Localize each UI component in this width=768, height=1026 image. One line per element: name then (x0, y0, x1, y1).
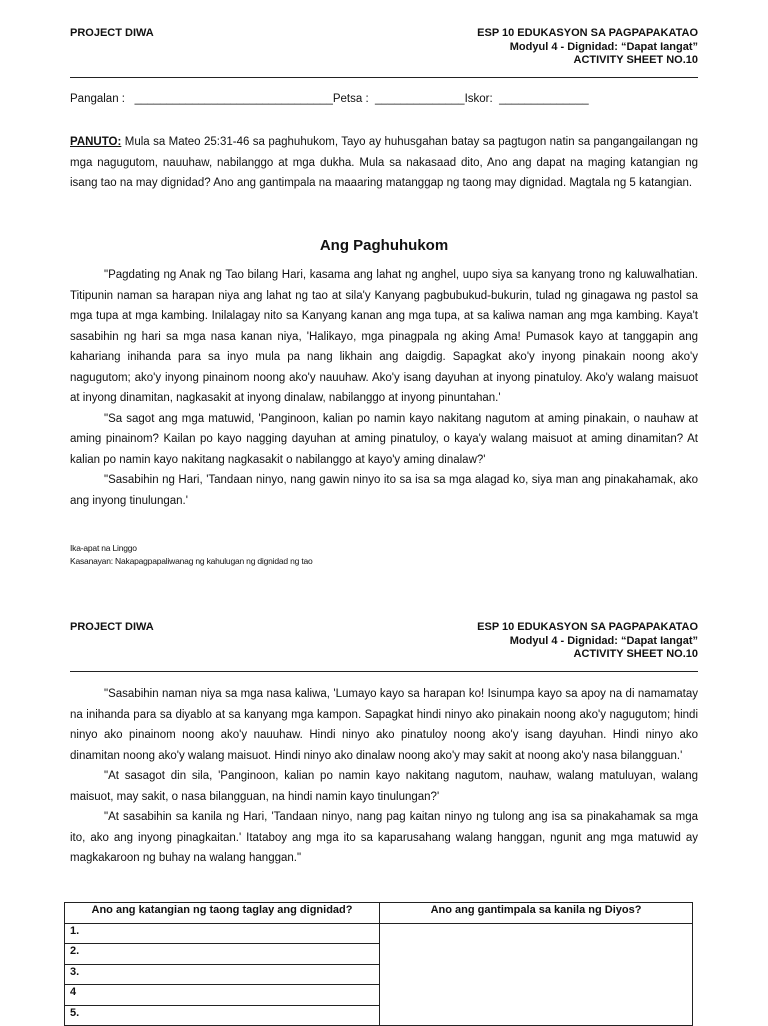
passage-paragraph: "At sasabihin sa kanila ng Hari, 'Tandaan ninyo, nang pag kaitan ninyo ng tulong ang isa sa pinakahamak sa mga ito, ako ang inyong pinagkaitan.' Itataboy ang mga ito sa kaparusahang walang hanggan, ngunit ang mga matuwid ay magkakaroon ng buhay na walang hanggan." (70, 811, 698, 864)
reading-passage-part-2 (70, 684, 698, 869)
answer-table (64, 902, 693, 1026)
passage-paragraph: "At sasagot din sila, 'Panginoon, kalian po namin kayo nakitang nagutom, nauhaw, walang matuluyan, walang maisuot, may sakit, o nasa bilangguan, na hindi namin kayo tinulungan?' (70, 770, 698, 803)
reading-passage-part-1 (70, 265, 698, 511)
directions-label: PANUTO: (70, 136, 122, 148)
quality-answer-cell-5[interactable]: 5. (65, 1005, 380, 1026)
project-name: PROJECT DIWA (70, 621, 154, 633)
reward-column-header: Ano ang gantimpala sa kanila ng Diyos? (380, 903, 693, 924)
directions (70, 132, 698, 194)
competency-label: Kasanayan: Nakapagpapaliwanag ng kahulugan ng dignidad ng tao (70, 556, 313, 566)
header-divider (70, 671, 698, 672)
table-row (65, 923, 693, 944)
activity-sheet-number: ACTIVITY SHEET NO.10 (573, 648, 698, 660)
quality-answer-cell-1[interactable]: 1. (65, 923, 380, 944)
project-name: PROJECT DIWA (70, 27, 154, 39)
passage-paragraph: "Sasabihin naman niya sa mga nasa kaliwa, 'Lumayo kayo sa harapan ko! Isinumpa kayo sa apoy na di namamatay na inihanda para sa diyablo at sa kanyang mga kampon. Sapagkat hindi ninyo ako pinakain noong ako'y nagugutom; hindi ninyo ako pinainom noong ako'y nauuhaw. Hindi ninyo ako pinatuloy noong ako'y isang dayuhan. Hindi ninyo ako dinamitan noong ako'y walang maisuot. Hindi ninyo ako dinalaw noong ako'y may sakit at noong ako'y nasa bilangguan.' (70, 688, 698, 762)
student-info-line[interactable]: Pangalan : _______________________________Petsa : ______________Iskor: ______________ (70, 93, 589, 105)
passage-paragraph: "Sa sagot ang mga matuwid, 'Panginoon, kalian po namin kayo nakitang nagutom at aming pinakain, o nauhaw at aming pinainom? Kailan po kayo nagging dayuhan at aming pinatuloy, o kaya'y walang maisuot at aming dinamitan? At kalian po namin kayo nakitang nagkasakit o nabilanggo at kayo'y aming dinalaw?' (70, 412, 698, 466)
directions-text: Mula sa Mateo 25:31-46 sa paghuhukom, Tayo ay huhusgahan batay sa pagtugon natin sa pangangailangan ng mga nagugutom, nauuhaw, nabilanggo at mga dukha. Mula sa nakasaad dito, Ano ang dapat na maging katangian ng isang tao na may dignidad? Ano ang gantimpala na maaaring matanggap ng taong may dignidad. Magtala ng 5 katangian. (70, 136, 698, 190)
subject-title: ESP 10 EDUKASYON SA PAGPAPAKATAO (477, 27, 698, 39)
quality-answer-cell-3[interactable]: 3. (65, 964, 380, 985)
passage-paragraph: "Pagdating ng Anak ng Tao bilang Hari, kasama ang lahat ng anghel, uupo siya sa kanyang trono ng kaluwalhatian. Titipunin naman sa harapan niya ang lahat ng tao at sila'y Kanyang pagbubukud-bukurin, tulad ng ginagawa ng pastol sa mga tupa at mga kambing. Inilalagay nito sa Kanyang kanan ang mga tupa, at sa kaliwa naman ang mga kambing. Kaya't sasabihin ng hari sa mga nasa kanan niya, 'Halikayo, mga pinagpala ng aking Ama! Pumasok kayo at tanggapin ang kahariang inihanda para sa inyo mula pa nang likhain ang daigdig. Sapagkat ako'y inyong pinakain noong ako'y nagugutom; ako'y inyong pinainom noong ako'y nauuhaw. Ako'y isang dayuhan at inyong pinatuloy. Ako'y walang maisuot at inyong dinamitan, nagkasakit at inyong dinalaw, nabilanggo at inyong pinuntahan.' (70, 269, 698, 404)
course-info (477, 621, 698, 662)
course-info (477, 27, 698, 68)
module-title: Modyul 4 - Dignidad: “Dapat Iangat” (509, 634, 698, 647)
header-divider (70, 77, 698, 78)
page-header (0, 580, 768, 660)
worksheet-page-2 (0, 580, 768, 1024)
week-label: Ika-apat na Linggo (70, 543, 137, 553)
reward-answer-cell[interactable] (380, 923, 693, 1026)
qualities-column-header: Ano ang katangian ng taong taglay ang dignidad? (65, 903, 380, 924)
answer-table-header (65, 903, 693, 924)
passage-paragraph: "Sasabihin ng Hari, 'Tandaan ninyo, nang gawin ninyo ito sa isa sa mga alagad ko, siya man ang pinakahamak, ako ang inyong tinulungan.' (70, 474, 698, 507)
reading-title: Ang Paghuhukom (319, 237, 449, 254)
quality-answer-cell-2[interactable]: 2. (65, 944, 380, 965)
subject-title: ESP 10 EDUKASYON SA PAGPAPAKATAO (477, 621, 698, 633)
quality-answer-cell-4[interactable]: 4 (65, 985, 380, 1006)
activity-sheet-number: ACTIVITY SHEET NO.10 (573, 54, 698, 66)
module-title: Modyul 4 - Dignidad: “Dapat Iangat” (509, 40, 698, 53)
page-header (0, 0, 768, 66)
